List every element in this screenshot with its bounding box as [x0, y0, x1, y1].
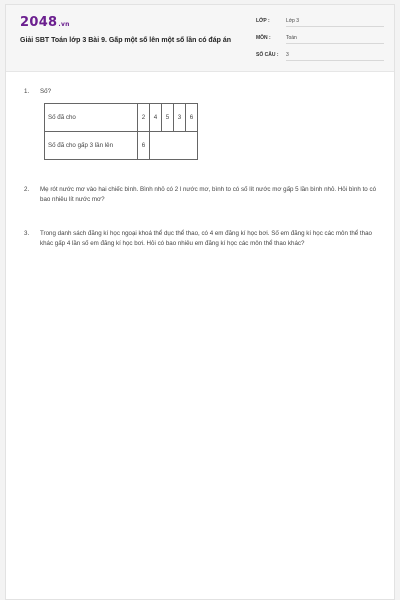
- question-number: 3.: [24, 230, 30, 237]
- table-cell-empty[interactable]: [150, 132, 198, 160]
- table-cell-label: Số đã cho: [45, 104, 138, 132]
- logo-suffix: .vn: [58, 21, 70, 28]
- table-row: [45, 104, 198, 132]
- table-row: [45, 132, 198, 160]
- meta-info: [256, 15, 386, 66]
- question-1: [24, 87, 384, 185]
- table-cell: 5: [162, 104, 174, 132]
- meta-label-class: LỚP :: [256, 18, 270, 24]
- meta-value-count: 3: [286, 52, 384, 61]
- question-text: Trong danh sách đăng kí học ngoại khoá thể dục thể thao, có 4 em đăng kí học bơi. Số em đăng kí học các môn thể thao khác gấp 4 lần số em đăng kí học bơi. Hỏi có bao nhiêu em đăng kí học các môn thể thao khác?: [40, 230, 372, 247]
- meta-value-class: Lớp 3: [286, 18, 384, 27]
- meta-row-count: [256, 49, 386, 66]
- question-text: Mẹ rót nước mơ vào hai chiếc bình. Bình nhỏ có 2 l nước mơ, bình to có số lít nước mơ gấp 5 lần bình nhỏ. Hỏi bình to có bao nhiêu lít nước mơ?: [40, 186, 377, 203]
- page-title: Giải SBT Toán lớp 3 Bài 9. Gấp một số lên một số lần có đáp án: [20, 37, 231, 44]
- answer-table: [44, 103, 198, 160]
- table-cell: 6: [138, 132, 150, 160]
- table-cell: 2: [138, 104, 150, 132]
- meta-row-subject: [256, 32, 386, 49]
- question-list: [24, 87, 384, 249]
- question-text: Số?: [40, 88, 52, 95]
- question-3: [24, 229, 384, 249]
- worksheet-header: [6, 5, 394, 72]
- meta-label-subject: MÔN :: [256, 35, 271, 41]
- worksheet-page: [5, 4, 395, 600]
- table-cell-label: Số đã cho gấp 3 lần lên: [45, 132, 138, 160]
- question-number: 1.: [24, 88, 30, 95]
- site-logo[interactable]: [20, 15, 70, 30]
- meta-label-count: SỐ CÂU :: [256, 52, 279, 58]
- meta-row-class: [256, 15, 386, 32]
- table-cell: 3: [174, 104, 186, 132]
- table-cell: 6: [186, 104, 198, 132]
- logo-text: 2048: [20, 15, 58, 30]
- meta-value-subject: Toán: [286, 35, 384, 44]
- table-cell: 4: [150, 104, 162, 132]
- question-2: [24, 185, 384, 229]
- question-number: 2.: [24, 186, 30, 193]
